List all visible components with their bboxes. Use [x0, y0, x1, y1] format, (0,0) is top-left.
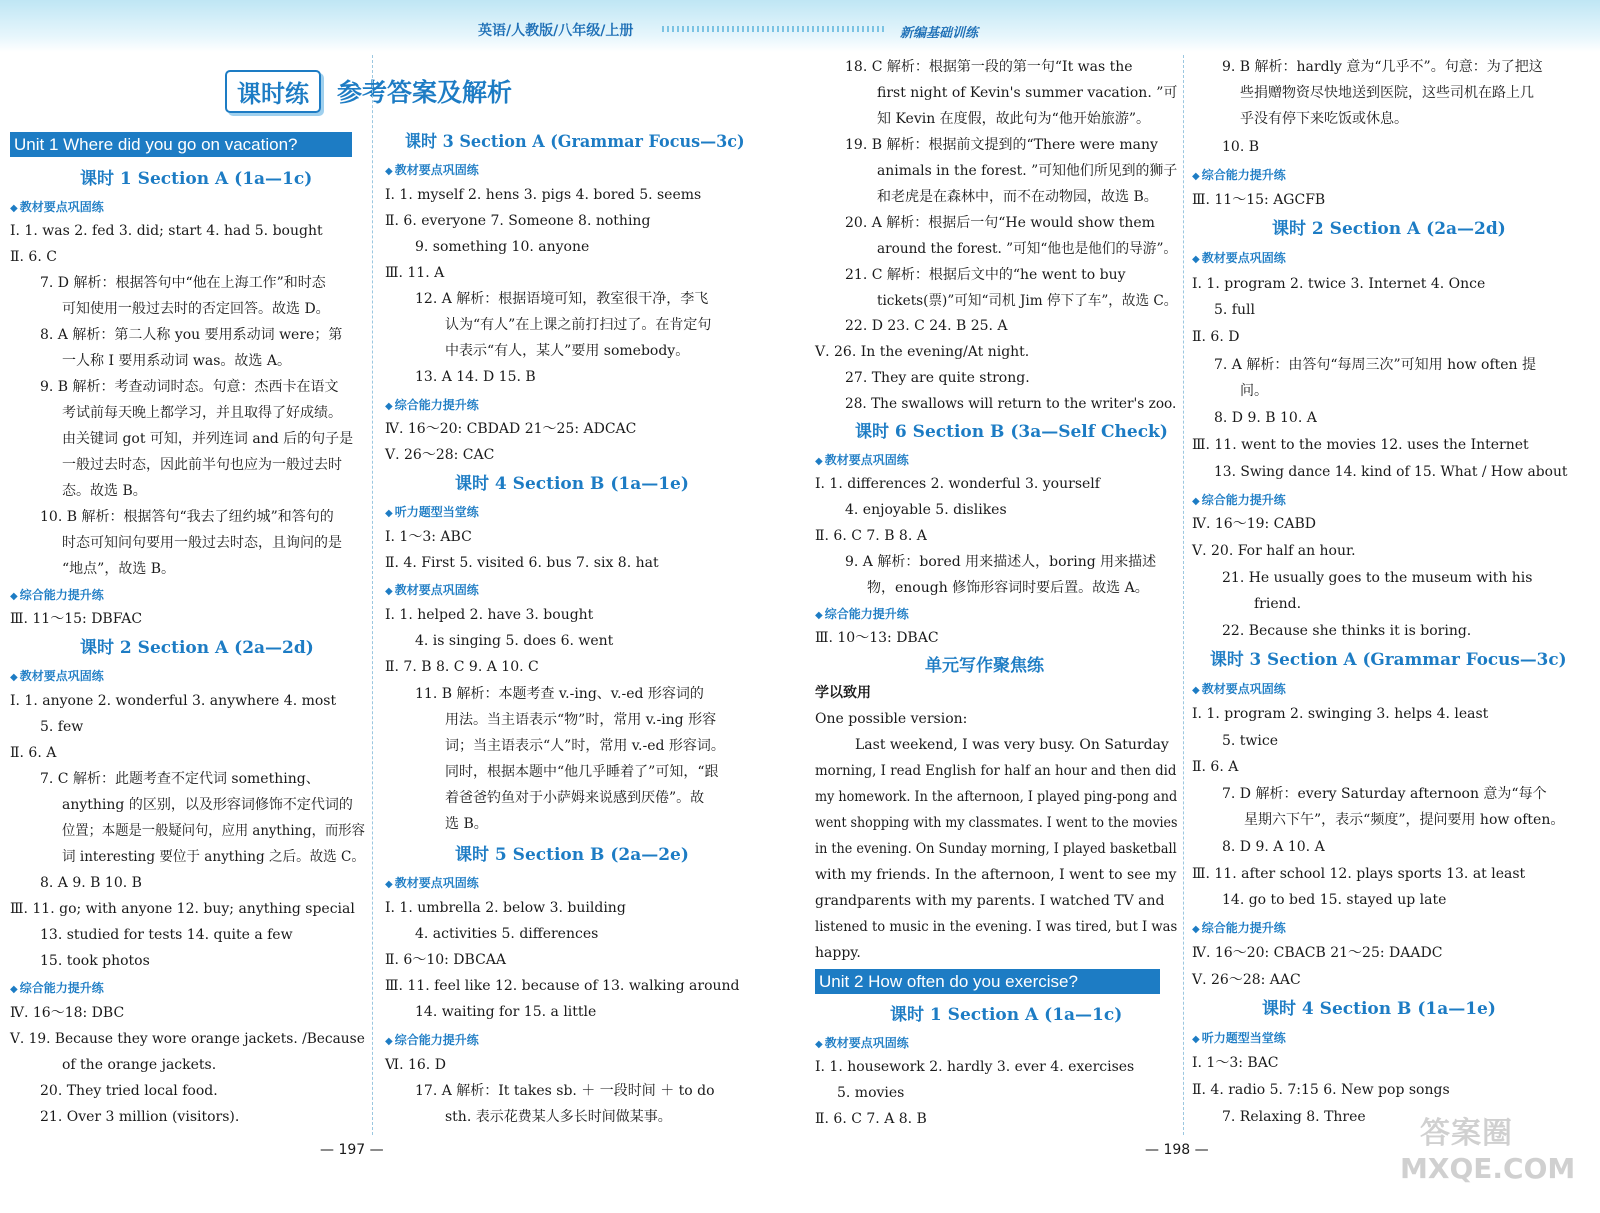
answer-line: 由关键词 got 可知，并列连词 and 后的句子是: [62, 431, 354, 447]
answer-line: 认为“有人”在上课之前打扫过了。在肯定句: [445, 317, 712, 333]
answer-line: 8. A 解析：第二人称 you 要用系动词 were；第: [40, 327, 343, 343]
subsection-label: ◆ 教材要点巩固练: [815, 1033, 909, 1055]
answer-line: Ⅰ. 1～3: BAC: [1192, 1055, 1279, 1071]
answer-line: 问。: [1240, 383, 1268, 399]
answer-line: 5. few: [40, 719, 84, 735]
header-dots-decoration: [662, 26, 886, 32]
answer-line: 7. D 解析：every Saturday afternoon 意为“每个: [1222, 786, 1547, 802]
subsection-label: ◆ 综合能力提升练: [10, 978, 104, 1000]
answer-line: Ⅲ. 11. after school 12. plays sports 13. at least: [1192, 866, 1526, 882]
answer-line: Ⅴ. 20. For half an hour.: [1192, 543, 1356, 559]
section-heading: 课时 2 Section A (2a—2d): [80, 638, 314, 658]
answer-line: tickets(票)”可知“司机 Jim 停下了车”，故选 C。: [877, 293, 1178, 309]
answer-line: 和老虎是在森林中，而不在动物园，故选 B。: [877, 189, 1158, 205]
unit-heading-bar: Unit 2 How often do you exercise?: [815, 969, 1160, 994]
watermark-text: MXQE.COM: [1400, 1152, 1576, 1185]
answer-line: 物，enough 修饰形容词时要后置。故选 A。: [867, 580, 1149, 596]
section-heading: 课时 6 Section B (3a—Self Check): [855, 422, 1168, 442]
header-brand: 新编基础训练: [900, 26, 979, 41]
section-heading: 课时 3 Section A (Grammar Focus—3c): [405, 132, 745, 152]
answer-line: Ⅲ. 11. went to the movies 12. uses the Internet: [1192, 437, 1529, 453]
header-title: 英语/人教版/八年级/上册: [478, 23, 634, 39]
subsection-label: ◆ 综合能力提升练: [815, 604, 909, 626]
answer-line: Ⅰ. 1. umbrella 2. below 3. building: [385, 900, 626, 916]
answer-line: 27. They are quite strong.: [845, 370, 1030, 386]
answer-line: Ⅱ. 6. C 7. B 8. A: [815, 528, 927, 544]
answer-line: 9. B 解析：hardly 意为“几乎不”。句意：为了把这: [1222, 59, 1543, 75]
answer-line: One possible version:: [815, 711, 968, 727]
answer-line: in the evening. On Sunday morning, I played basketball: [815, 841, 1177, 857]
answer-line: Ⅱ. 6～10: DBCAA: [385, 952, 507, 968]
answer-line: Ⅰ. 1. myself 2. hens 3. pigs 4. bored 5. seems: [385, 187, 702, 203]
answer-line: Ⅱ. 6. A: [10, 745, 57, 761]
subsection-label: ◆ 综合能力提升练: [1192, 490, 1286, 512]
subsection-label: ◆ 教材要点巩固练: [385, 160, 479, 182]
answer-line: Ⅳ. 16～18: DBC: [10, 1005, 125, 1021]
answer-line: 21. C 解析：根据后文中的“he went to buy: [845, 267, 1126, 283]
column-divider: [1183, 55, 1184, 1135]
answer-line: happy.: [815, 945, 861, 961]
answer-line: 22. Because she thinks it is boring.: [1222, 623, 1472, 639]
page-title: [225, 70, 512, 112]
answer-line: Ⅲ. 11. A: [385, 265, 445, 281]
answer-line: friend.: [1254, 596, 1302, 612]
answer-line: 5. twice: [1222, 733, 1279, 749]
answer-line: 13. studied for tests 14. quite a few: [40, 927, 293, 943]
answer-line: Ⅲ. 10～13: DBAC: [815, 630, 939, 646]
section-heading: 课时 4 Section B (1a—1e): [1262, 999, 1496, 1019]
answer-line: Ⅵ. 16. D: [385, 1057, 446, 1073]
answer-line: 18. C 解析：根据第一段的第一句“It was the: [845, 59, 1133, 75]
subsection-label: ◆ 综合能力提升练: [10, 585, 104, 607]
answer-line: Ⅲ. 11. feel like 12. because of 13. walking around: [385, 978, 740, 994]
answer-line: 14. waiting for 15. a little: [415, 1004, 597, 1020]
answer-line: Ⅰ. 1. helped 2. have 3. bought: [385, 607, 594, 623]
subsection-label: ◆ 教材要点巩固练: [10, 666, 104, 688]
title-main: 参考答案及解析: [337, 78, 513, 107]
page-header-band: [0, 0, 1600, 52]
answer-line: 19. B 解析：根据前文提到的“There were many: [845, 137, 1158, 153]
answer-line: Ⅱ. 7. B 8. C 9. A 10. C: [385, 659, 539, 675]
answer-line: 28. The swallows will return to the writer's zoo.: [845, 396, 1177, 412]
answer-line: Ⅰ. 1. anyone 2. wonderful 3. anywhere 4. most: [10, 693, 337, 709]
answer-line: 时态可知问句要用一般过去时态，且询问的是: [62, 535, 342, 551]
subsection-label: ◆ 教材要点巩固练: [815, 450, 909, 472]
answer-line: Ⅰ. 1. program 2. swinging 3. helps 4. least: [1192, 706, 1489, 722]
label-line: 学以致用: [815, 685, 871, 701]
answer-line: 7. D 解析：根据答句中“他在上海工作”和时态: [40, 275, 326, 291]
subsection-label: ◆ 教材要点巩固练: [1192, 679, 1286, 701]
answer-line: sth. 表示花费某人多长时间做某事。: [445, 1109, 672, 1125]
answer-line: first night of Kevin's summer vacation. ”可: [877, 85, 1178, 101]
answer-line: 态。故选 B。: [62, 483, 147, 499]
answer-line: 9. something 10. anyone: [415, 239, 590, 255]
answer-line: 同时，根据本题中“他几乎睡着了”可知，“跟: [445, 764, 719, 780]
section-heading: 课时 3 Section A (Grammar Focus—3c): [1210, 650, 1567, 670]
answer-line: Ⅱ. 4. First 5. visited 6. bus 7. six 8. hat: [385, 555, 659, 571]
answer-line: Ⅰ. 1. program 2. twice 3. Internet 4. Once: [1192, 276, 1486, 292]
answer-line: Ⅰ. 1. differences 2. wonderful 3. yourself: [815, 476, 1100, 492]
section-heading: 课时 2 Section A (2a—2d): [1272, 219, 1506, 239]
answer-line: 20. They tried local food.: [40, 1083, 218, 1099]
answer-line: Ⅳ. 16～20: CBDAD 21～25: ADCAC: [385, 421, 637, 437]
subsection-label: ◆ 教材要点巩固练: [385, 580, 479, 602]
answer-line: 7. Relaxing 8. Three: [1222, 1109, 1366, 1125]
watermark-logo: 答案圈: [1420, 1116, 1513, 1151]
page-number-left: — 197 —: [320, 1142, 384, 1158]
answer-line: Ⅳ. 16～20: CBACB 21～25: DAADC: [1192, 945, 1443, 961]
section-heading: 单元写作聚焦练: [925, 656, 1044, 676]
answer-line: Ⅴ. 19. Because they wore orange jackets. /Because: [10, 1031, 365, 1047]
answer-line: 7. C 解析：此题考查不定代词 something、: [40, 771, 320, 787]
answer-line: 15. took photos: [40, 953, 150, 969]
answer-line: Ⅰ. 1. housework 2. hardly 3. ever 4. exercises: [815, 1059, 1135, 1075]
section-heading: 课时 1 Section A (1a—1c): [80, 169, 313, 189]
answer-line: 17. A 解析：It takes sb. ＋ 一段时间 ＋ to do: [415, 1083, 715, 1099]
page-number-right: — 198 —: [1145, 1142, 1209, 1158]
answer-line: my homework. In the afternoon, I played ping-pong and: [815, 789, 1178, 805]
column-divider: [372, 55, 373, 1135]
answer-line: of the orange jackets.: [62, 1057, 217, 1073]
answer-line: 用法。当主语表示“物”时，常用 v.-ing 形容: [445, 712, 717, 728]
answer-line: Ⅰ. 1～3: ABC: [385, 529, 472, 545]
subsection-label: ◆ 教材要点巩固练: [10, 197, 104, 219]
unit-heading-bar: Unit 1 Where did you go on vacation?: [10, 132, 352, 157]
answer-line: 乎没有停下来吃饭或休息。: [1240, 111, 1408, 127]
section-heading: 课时 1 Section A (1a—1c): [890, 1005, 1123, 1025]
answer-line: anything 的区别，以及形容词修饰不定代词的: [62, 797, 353, 813]
answer-line: 可知使用一般过去时的否定回答。故选 D。: [62, 301, 330, 317]
answer-line: listened to music in the evening. I was tired, but I was: [815, 919, 1178, 935]
answer-line: Ⅴ. 26～28: CAC: [385, 447, 495, 463]
section-heading: 课时 4 Section B (1a—1e): [455, 474, 689, 494]
subsection-label: ◆ 综合能力提升练: [385, 1030, 479, 1052]
answer-line: 13. Swing dance 14. kind of 15. What / How about: [1214, 464, 1568, 480]
answer-line: 词；当主语表示“人”时，常用 v.-ed 形容词。: [445, 738, 725, 754]
answer-line: 知 Kevin 在度假，故此句为“他开始旅游”。: [877, 111, 1150, 127]
subsection-label: ◆ 综合能力提升练: [1192, 165, 1286, 187]
answer-line: around the forest. ”可知“他也是他们的导游”。: [877, 241, 1178, 257]
answer-line: Ⅱ. 6. C: [10, 249, 57, 265]
answer-line: 位置；本题是一般疑问句，应用 anything，而形容: [62, 823, 365, 839]
answer-line: 7. A 解析：由答句“每周三次”可知用 how often 提: [1214, 357, 1536, 373]
subsection-label: ◆ 综合能力提升练: [385, 395, 479, 417]
answer-line: 10. B: [1222, 139, 1260, 155]
answer-line: Ⅳ. 16～19: CABD: [1192, 516, 1317, 532]
answer-line: 11. B 解析：本题考查 v.-ing、v.-ed 形容词的: [415, 686, 704, 702]
section-heading: 课时 5 Section B (2a—2e): [455, 845, 689, 865]
answer-line: Ⅱ. 6. D: [1192, 329, 1240, 345]
answer-line: 一般过去时态，因此前半句也应为一般过去时: [62, 457, 342, 473]
answer-line: 4. enjoyable 5. dislikes: [845, 502, 1007, 518]
subsection-label: ◆ 听力题型当堂练: [1192, 1028, 1286, 1050]
answer-line: Ⅰ. 1. was 2. fed 3. did; start 4. had 5. bought: [10, 223, 323, 239]
answer-line: 中表示“有人，某人”要用 somebody。: [445, 343, 690, 359]
answer-line: 22. D 23. C 24. B 25. A: [845, 318, 1008, 334]
answer-line: 13. A 14. D 15. B: [415, 369, 536, 385]
answer-line: 21. Over 3 million (visitors).: [40, 1109, 240, 1125]
answer-line: Ⅲ. 11～15: DBFAC: [10, 611, 143, 627]
answer-line: 9. A 解析：bored 用来描述人，boring 用来描述: [845, 554, 1157, 570]
answer-line: 些捐赠物资尽快地送到医院，这些司机在路上几: [1240, 85, 1534, 101]
answer-line: 8. A 9. B 10. B: [40, 875, 142, 891]
answer-line: Last weekend, I was very busy. On Saturday: [855, 737, 1169, 753]
answer-line: Ⅱ. 6. everyone 7. Someone 8. nothing: [385, 213, 651, 229]
answer-line: morning, I read English for half an hour and then did: [815, 763, 1177, 779]
answer-line: 21. He usually goes to the museum with his: [1222, 570, 1533, 586]
answer-line: animals in the forest. ”可知他们所见到的狮子: [877, 163, 1178, 179]
answer-line: Ⅱ. 6. A: [1192, 759, 1239, 775]
subsection-label: ◆ 教材要点巩固练: [385, 873, 479, 895]
answer-line: 12. A 解析：根据语境可知，教室很干净，李飞: [415, 291, 709, 307]
answer-line: Ⅴ. 26～28: AAC: [1192, 972, 1301, 988]
answer-line: 8. D 9. A 10. A: [1222, 839, 1325, 855]
answer-line: 10. B 解析：根据答句“我去了纽约城”和答句的: [40, 509, 334, 525]
answer-line: Ⅴ. 26. In the evening/At night.: [815, 344, 1030, 360]
answer-line: 9. B 解析：考查动词时态。句意：杰西卡在语文: [40, 379, 339, 395]
answer-line: “地点”，故选 B。: [62, 561, 176, 577]
answer-line: 4. activities 5. differences: [415, 926, 599, 942]
answer-line: Ⅲ. 11～15: AGCFB: [1192, 192, 1326, 208]
answer-line: 星期六下午”，表示“频度”，提问要用 how often。: [1244, 812, 1565, 828]
answer-line: 词 interesting 要位于 anything 之后。故选 C。: [62, 849, 365, 865]
answer-line: Ⅱ. 4. radio 5. 7:15 6. New pop songs: [1192, 1082, 1450, 1098]
answer-line: 20. A 解析：根据后一句“He would show them: [845, 215, 1155, 231]
answer-line: 选 B。: [445, 816, 488, 832]
answer-line: went shopping with my classmates. I went to the movies: [815, 815, 1178, 831]
answer-line: 8. D 9. B 10. A: [1214, 410, 1317, 426]
subsection-label: ◆ 听力题型当堂练: [385, 502, 479, 524]
subsection-label: ◆ 教材要点巩固练: [1192, 248, 1286, 270]
answer-line: Ⅱ. 6. C 7. A 8. B: [815, 1111, 927, 1127]
subsection-label: ◆ 综合能力提升练: [1192, 918, 1286, 940]
answer-line: 4. is singing 5. does 6. went: [415, 633, 614, 649]
answer-line: 5. full: [1214, 302, 1255, 318]
answer-line: 着爸爸钓鱼对于小萨姆来说感到厌倦”。故: [445, 790, 705, 806]
answer-line: with my friends. In the afternoon, I went to see my: [815, 867, 1177, 883]
answer-line: Ⅲ. 11. go; with anyone 12. buy; anything special: [10, 901, 355, 917]
answer-line: 一人称 I 要用系动词 was。故选 A。: [62, 353, 291, 369]
title-box: 课时练: [225, 70, 321, 113]
answer-line: 5. movies: [837, 1085, 905, 1101]
answer-line: grandparents with my parents. I watched TV and: [815, 893, 1165, 909]
answer-line: 考试前每天晚上都学习，并且取得了好成绩。: [62, 405, 342, 421]
answer-line: 14. go to bed 15. stayed up late: [1222, 892, 1447, 908]
